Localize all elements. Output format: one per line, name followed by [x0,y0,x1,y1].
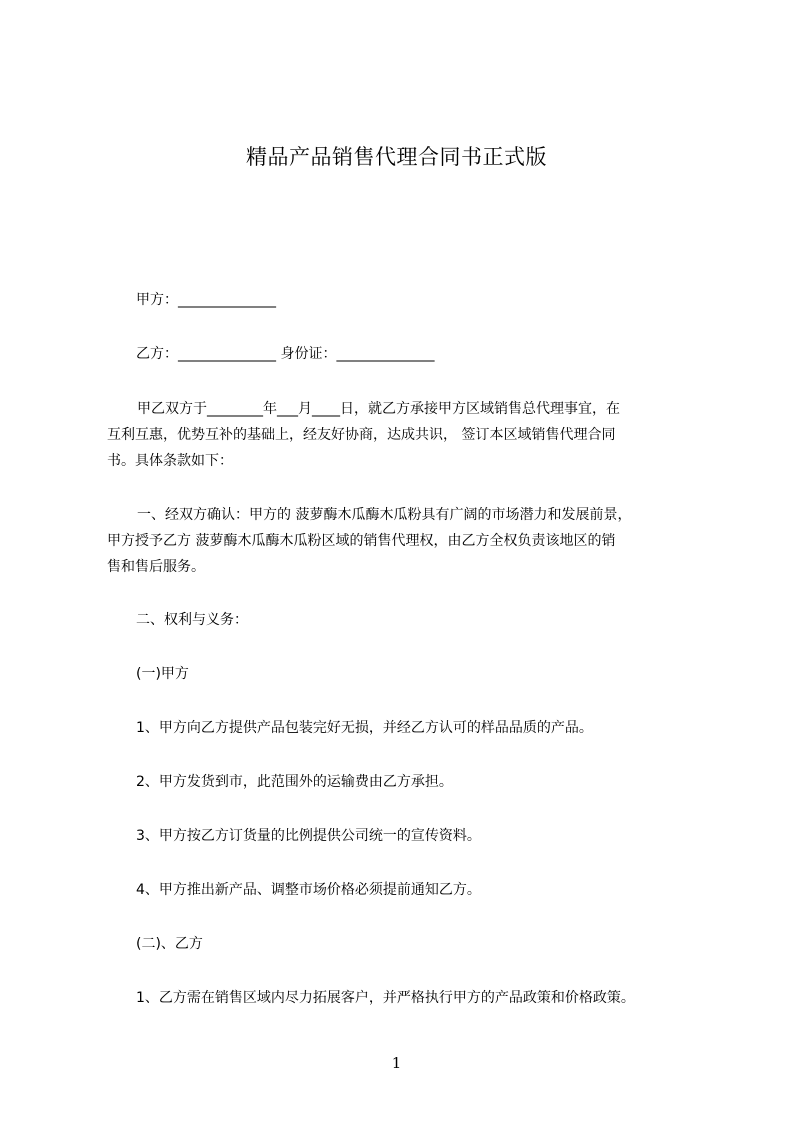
document-title: 精品产品销售代理合同书正式版 [246,145,547,169]
clause-1-line: 甲方授予乙方 菠萝酶木瓜酶木瓜粉区域的销售代理权，由乙方全权负责该地区的销 [107,533,616,549]
preamble-line: 互利互惠，优势互补的基础上，经友好协商，达成共识， 签订本区域销售代理合同 [107,427,616,443]
party-a-item: 2、甲方发货到市，此范围外的运输费由乙方承担。 [136,774,453,790]
preamble-line: 书。具体条款如下： [107,453,233,469]
page-number: 1 [391,1054,402,1072]
party-b-item: 1、乙方需在销售区域内尽力拓展客户，并严格执行甲方的产品政策和价格政策。 [136,990,635,1006]
party-a-item: 3、甲方按乙方订货量的比例提供公司统一的宣传资料。 [136,828,481,844]
clause-1-line: 一、经双方确认：甲方的 菠萝酶木瓜酶木瓜粉具有广阔的市场潜力和发展前景， [137,507,632,523]
clause-1-paragraph [107,502,701,580]
party-b-line: 乙方：______________ 身份证：______________ [136,346,435,362]
party-b-section-heading: (二)、乙方 [136,936,203,952]
preamble-paragraph [107,396,701,474]
party-a-item: 4、甲方推出新产品、调整市场价格必须提前通知乙方。 [136,882,481,898]
preamble-line: 甲乙双方于________年___月____日，就乙方承接甲方区域销售总代理事宜，在 [137,401,620,417]
party-a-line: 甲方：______________ [136,292,276,308]
clause-1-line: 售和售后服务。 [107,559,205,575]
party-a-section-heading: (一)甲方 [136,666,189,682]
clause-2-heading: 二、权利与义务： [136,612,248,628]
party-a-item: 1、甲方向乙方提供产品包装完好无损，并经乙方认可的样品品质的产品。 [136,720,593,736]
